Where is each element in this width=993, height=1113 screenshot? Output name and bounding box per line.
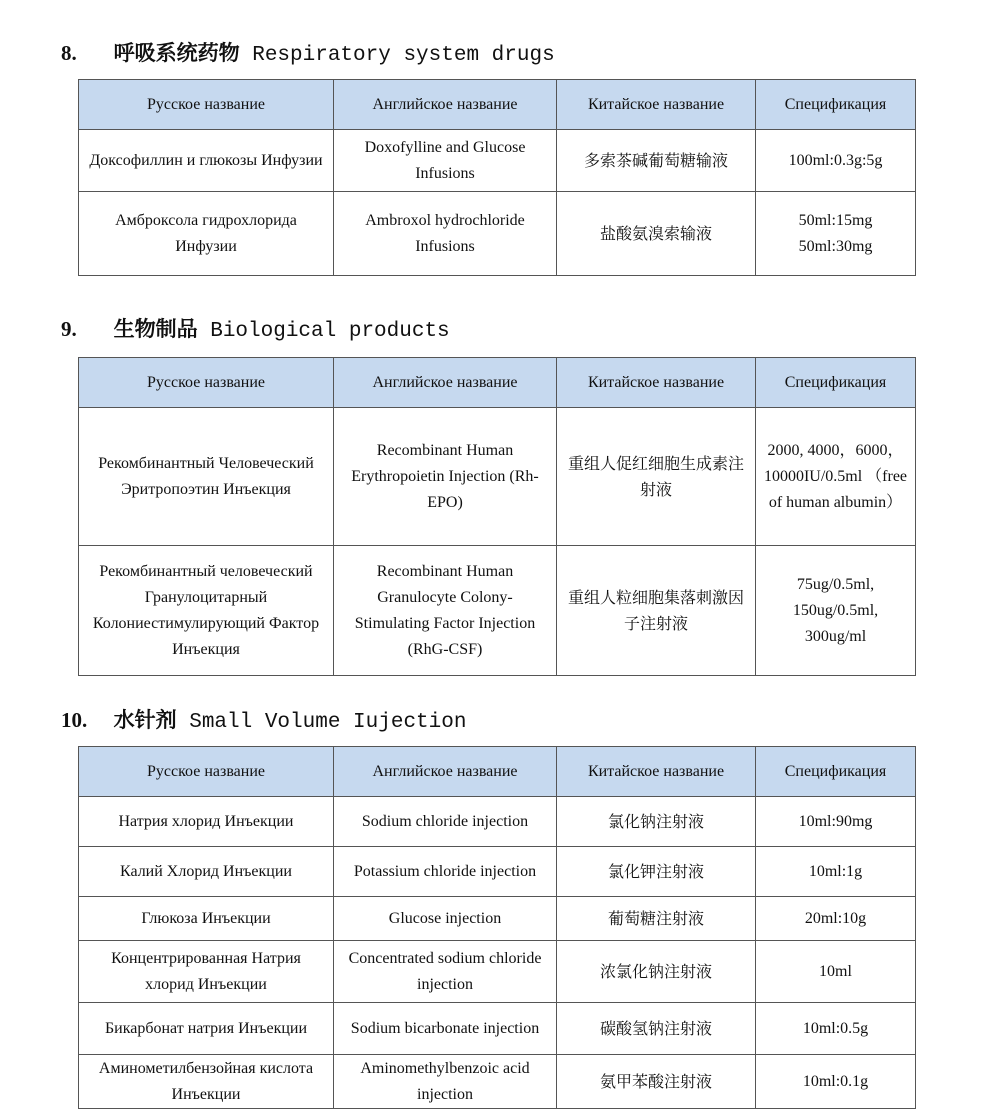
cell-english-name: Aminomethylbenzoic acid injection (334, 1055, 557, 1109)
cell-chinese-name: 氯化钠注射液 (557, 797, 756, 847)
header-specification: Спецификация (756, 80, 916, 130)
cell-english-name: Sodium chloride injection (334, 797, 557, 847)
table-row (79, 546, 916, 676)
table-header-row (79, 358, 916, 408)
cell-english-name: Ambroxol hydrochloride Infusions (334, 192, 557, 276)
cell-english-name: Glucose injection (334, 897, 557, 941)
cell-chinese-name: 重组人促红细胞生成素注射液 (557, 408, 756, 546)
table-header-row (79, 80, 916, 130)
header-chinese-name: Китайское название (557, 358, 756, 408)
cell-specification: 10ml:0.5g (756, 1003, 916, 1055)
cell-specification: 10ml (756, 941, 916, 1003)
cell-chinese-name: 盐酸氨溴索输液 (557, 192, 756, 276)
cell-specification: 75ug/0.5ml, 150ug/0.5ml, 300ug/ml (756, 546, 916, 676)
cell-chinese-name: 氯化钾注射液 (557, 847, 756, 897)
cell-chinese-name: 多索茶碱葡萄糖输液 (557, 130, 756, 192)
section-number: 10. (61, 708, 88, 732)
cell-russian-name: Аминометилбензойная кислота Инъекции (79, 1055, 334, 1109)
table-row (79, 408, 916, 546)
cell-russian-name: Калий Хлорид Инъекции (79, 847, 334, 897)
section-title (61, 316, 450, 345)
header-specification: Спецификация (756, 747, 916, 797)
cell-russian-name: Рекомбинантный человеческий Гранулоцитарный Колониестимулирующий Фактор Инъекция (79, 546, 334, 676)
header-russian-name: Русское название (79, 747, 334, 797)
cell-russian-name: Рекомбинантный Человеческий Эритропоэтин Инъекция (79, 408, 334, 546)
section-title-zh: 水针剂 (113, 708, 177, 732)
table-row (79, 192, 916, 276)
section-title-zh: 呼吸系统药物 (113, 41, 240, 65)
cell-russian-name: Доксофиллин и глюкозы Инфузии (79, 130, 334, 192)
table-row (79, 847, 916, 897)
section-number: 9. (61, 317, 77, 341)
cell-russian-name: Концентрированная Натрия хлорид Инъекции (79, 941, 334, 1003)
table-header-row (79, 747, 916, 797)
cell-english-name: Doxofylline and Glucose Infusions (334, 130, 557, 192)
header-english-name: Английское название (334, 358, 557, 408)
cell-specification: 10ml:90mg (756, 797, 916, 847)
header-chinese-name: Китайское название (557, 80, 756, 130)
header-chinese-name: Китайское название (557, 747, 756, 797)
cell-specification: 100ml:0.3g:5g (756, 130, 916, 192)
cell-english-name: Sodium bicarbonate injection (334, 1003, 557, 1055)
header-russian-name: Русское название (79, 80, 334, 130)
cell-chinese-name: 浓氯化钠注射液 (557, 941, 756, 1003)
section-number: 8. (61, 41, 77, 65)
table-row (79, 897, 916, 941)
cell-english-name: Concentrated sodium chloride injection (334, 941, 557, 1003)
section-title (61, 707, 466, 736)
table-row (79, 797, 916, 847)
table-row (79, 130, 916, 192)
cell-russian-name: Натрия хлорид Инъекции (79, 797, 334, 847)
table-row (79, 1055, 916, 1109)
drug-table (78, 79, 916, 276)
header-english-name: Английское название (334, 80, 557, 130)
drug-table (78, 746, 916, 1109)
cell-russian-name: Амброксола гидрохлорида Инфузии (79, 192, 334, 276)
header-russian-name: Русское название (79, 358, 334, 408)
cell-english-name: Recombinant Human Erythropoietin Injection (Rh-EPO) (334, 408, 557, 546)
drug-table (78, 357, 916, 676)
cell-chinese-name: 氨甲苯酸注射液 (557, 1055, 756, 1109)
table-row (79, 1003, 916, 1055)
cell-chinese-name: 葡萄糖注射液 (557, 897, 756, 941)
section-title-zh: 生物制品 (113, 317, 198, 341)
cell-chinese-name: 重组人粒细胞集落刺激因子注射液 (557, 546, 756, 676)
cell-english-name: Potassium chloride injection (334, 847, 557, 897)
section-title-en: Respiratory system drugs (252, 44, 555, 67)
cell-specification: 50ml:15mg 50ml:30mg (756, 192, 916, 276)
header-english-name: Английское название (334, 747, 557, 797)
cell-russian-name: Глюкоза Инъекции (79, 897, 334, 941)
section-title-en: Small Volume Iujection (189, 711, 467, 734)
cell-chinese-name: 碳酸氢钠注射液 (557, 1003, 756, 1055)
cell-specification: 20ml:10g (756, 897, 916, 941)
cell-russian-name: Бикарбонат натрия Инъекции (79, 1003, 334, 1055)
cell-specification: 10ml:0.1g (756, 1055, 916, 1109)
table-row (79, 941, 916, 1003)
cell-english-name: Recombinant Human Granulocyte Colony-Stimulating Factor Injection (RhG-CSF) (334, 546, 557, 676)
section-title (61, 40, 555, 69)
header-specification: Спецификация (756, 358, 916, 408)
cell-specification: 2000, 4000，6000，10000IU/0.5ml （free of human albumin） (756, 408, 916, 546)
cell-specification: 10ml:1g (756, 847, 916, 897)
section-title-en: Biological products (210, 320, 450, 343)
